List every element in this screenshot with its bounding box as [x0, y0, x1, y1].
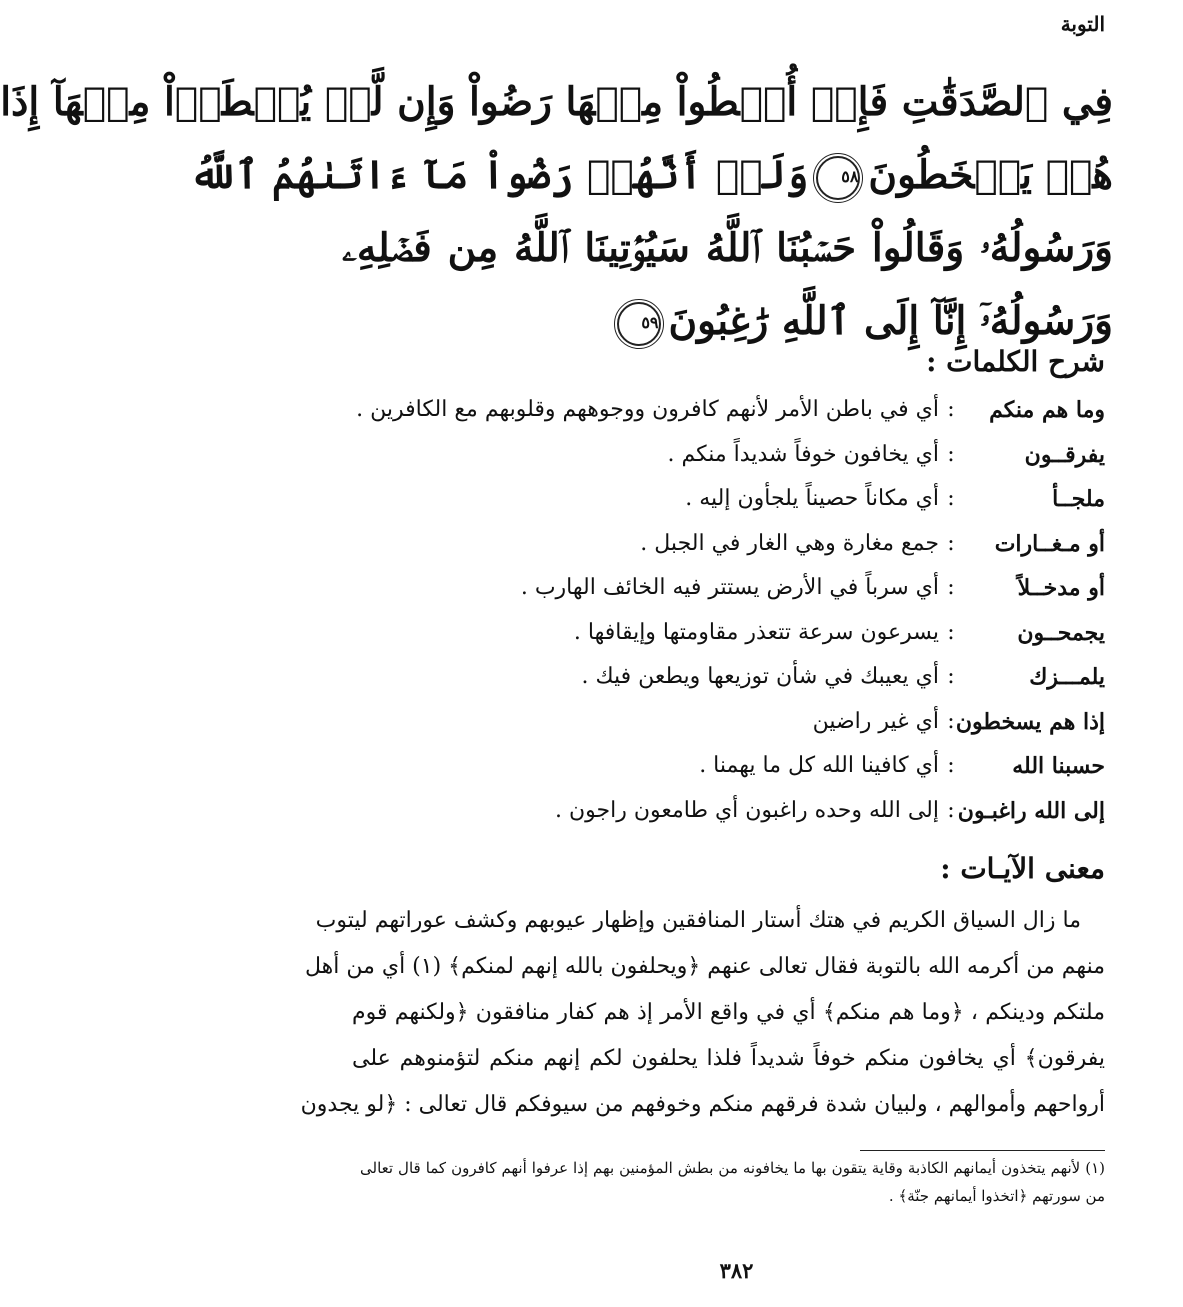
glossary-term: يفرقــون	[1024, 441, 1105, 468]
glossary-definition: يسرعون سرعة تتعذر مقاومتها وإيقافها .	[573, 619, 939, 645]
footnotes	[360, 1154, 1105, 1210]
glossary-colon: :	[947, 664, 955, 689]
glossary-term: إلى الله راغبـون	[957, 797, 1105, 824]
glossary-row	[360, 522, 1105, 567]
meaning-title: معنى الآيـات :	[940, 852, 1105, 885]
glossary-title: شرح الكلمات :	[926, 345, 1105, 378]
verse-line: وَرَسُولُهُۥ وَقَالُواْ حَسۡبُنَا ٱللَّهُ سَيُؤۡتِينَا ٱللَّهُ مِن فَضۡلِهِۦ	[342, 225, 1113, 271]
glossary-definition: أي يعيبك في شأن توزيعها ويطعن فيك .	[581, 664, 939, 689]
glossary-row	[360, 700, 1105, 745]
glossary-list	[356, 388, 1105, 833]
glossary-term: أو مدخــلاً	[1017, 575, 1105, 601]
body-line: ملتكم ودينكم ، ﴿وما هم منكم﴾ أي في واقع الأمر إذ هم كفار منافقون ﴿ولكنهم قوم	[352, 1000, 1105, 1025]
glossary-colon: :	[947, 708, 955, 734]
glossary-term: يجمحــون	[1017, 619, 1105, 646]
glossary-colon: :	[947, 797, 955, 823]
glossary-definition: أي كافينا الله كل ما يهمنا .	[699, 753, 939, 778]
footnote-line: من سورتهم ﴿اتخذوا أيمانهم جنّة﴾ .	[888, 1187, 1105, 1205]
glossary-term: أو مـغــارات	[994, 530, 1105, 557]
verse-line	[189, 139, 1113, 212]
body-line: منهم من أكرمه الله بالتوبة فقال تعالى عنهم ﴿ويحلفون بالله إنهم لمنكم﴾ (١) أي من أهل	[304, 954, 1105, 979]
footnote-line: (١) لأنهم يتخذون أيمانهم الكاذبة وقاية يتقون بها ما يخافونه من بطش المؤمنين بهم إذا عرفوا أنهم كافرون كما قال تعالى	[360, 1159, 1105, 1177]
quran-verses	[0, 66, 1113, 358]
ayah-number-59: ٥٩	[617, 302, 661, 346]
glossary-row	[360, 611, 1105, 656]
verse-segment: وَرَسُولُهُۥٓ إِنَّآ إِلَى ٱللَّهِ رَٰغِبُونَ	[668, 298, 1113, 344]
surah-header: التوبة	[1060, 12, 1105, 36]
glossary-definition: أي مكاناً حصيناً يلجأون إليه .	[685, 486, 939, 511]
glossary-definition: أي غير راضين	[812, 708, 939, 734]
glossary-row	[360, 566, 1105, 611]
glossary-colon: :	[947, 619, 955, 645]
glossary-row	[356, 388, 1105, 433]
glossary-colon: :	[947, 530, 955, 556]
glossary-row	[360, 655, 1105, 700]
body-line: يفرقون﴾ أي يخافون منكم خوفاً شديداً فلذا يحلفون لكم إنهم منكم لتؤمنوهم على	[352, 1046, 1105, 1071]
glossary-colon: :	[947, 441, 955, 467]
glossary-definition: أي سرباً في الأرض يستتر فيه الخائف الهارب .	[520, 575, 939, 600]
verse-segment: هُمۡ يَسۡخَطُونَ	[868, 152, 1113, 198]
glossary-colon: :	[947, 753, 955, 778]
glossary-row	[360, 477, 1105, 522]
glossary-definition: جمع مغارة وهي الغار في الجبل .	[640, 530, 939, 556]
ayah-number-58: ٥٨	[816, 156, 860, 200]
glossary-colon: :	[947, 486, 955, 511]
glossary-colon: :	[947, 575, 955, 600]
glossary-definition: إلى الله وحده راغبون أي طامعون راجون .	[554, 797, 939, 823]
glossary-definition: أي يخافون خوفاً شديداً منكم .	[667, 441, 939, 467]
glossary-term: يلمـــزك	[1029, 664, 1105, 690]
body-line: ما زال السياق الكريم في هتك أستار المنافقين وإظهار عيوبهم وكشف عوراتهم ليتوب	[315, 908, 1081, 933]
body-line: أرواحهم وأموالهم ، ولبيان شدة فرقهم منكم وخوفهم من سيوفكم قال تعالى : ﴿لو يجدون	[300, 1092, 1105, 1117]
glossary-colon: :	[947, 397, 955, 422]
glossary-term: إذا هم يسخطون	[955, 708, 1105, 735]
glossary-row	[360, 744, 1105, 789]
verse-segment: وَلَوۡ أَنَّهُمۡ رَضُواْ مَآ ءَاتَىٰهُمُ ٱللَّهُ	[189, 152, 809, 198]
glossary-term: ملجــأ	[1052, 486, 1105, 512]
footnote-divider	[860, 1150, 1105, 1151]
page-number: ٣٨٢	[719, 1258, 754, 1283]
meaning-body	[300, 898, 1105, 1128]
glossary-term: وما هم منكم	[989, 397, 1105, 423]
glossary-term: حسبنا الله	[1012, 753, 1105, 779]
glossary-definition: أي في باطن الأمر لأنهم كافرون ووجوههم وقلوبهم مع الكافرين .	[356, 397, 939, 422]
verse-line: فِي ٱلصَّدَقَٰتِ فَإِنۡ أُعۡطُواْ مِنۡهَا رَضُواْ وَإِن لَّمۡ يُعۡطَوۡاْ مِنۡهَآ إِذَا	[0, 79, 1113, 125]
glossary-row	[360, 789, 1105, 834]
glossary-row	[360, 433, 1105, 478]
